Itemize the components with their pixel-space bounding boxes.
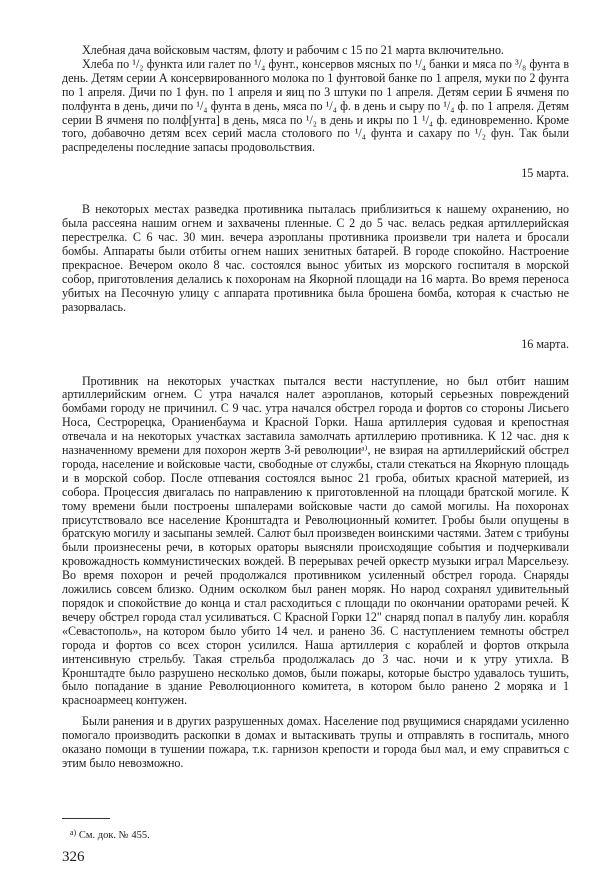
paragraph-ration-details: Хлеба по ¹/₂ функта или галет по ¹/₄ фунт., консервов мясных по ¹/₄ банки и мяса по ³/₈ фунта в день. Детям серии А консервированного молока по 1 фунтовой банке по 1 апреля, муки по 2 фунта по 1 апреля. Дичи по 1 фун. по 1 апреля и яиц по 3 штуки по 1 апреля. Детям серии Б ячменя по полфунта в день, дичи по ¹/₄ фунта в день, мяса по ¹/₄ ф. в день и сыру по ¹/₄ ф. по 1 апреля. Детям серии В ячменя по полф[унта] в день, мяса по ¹/₂ в день и икры по 1 ¹/₄ ф. единовременно. Кроме того, добавочно детям всех серий масла столового по ¹/₄ фунта и сахару по ¹/₂ фун. Так были распределены последние запасы продовольствия. [62,56,569,155]
paragraph-bread-ration: Хлебная дача войсковым частям, флоту и рабочим с 15 по 21 марта включительно. [82,43,504,57]
footnote [70,827,150,842]
footnote-text: См. док. № 455. [78,830,150,841]
paragraph-casualties: Были ранения и в других разрушенных домах. Население под рвущимися снарядами усиленно помогало производить раскопки в домах и вытаскивать трупы и отправлять в госпиталь, много оказано помощи в тушении пожара, т.к. гарнизон крепости и города был мал, и ему справиться с этим было невозможно. [62,714,569,770]
paragraph-march-15: В некоторых местах разведка противника пыталась приблизиться к нашему охранению, но была рассеяна нашим огнем и захвачены пленные. С 2 до 5 час. велась редкая артиллерийская перестрелка. С 6 час. 30 мин. вечера аэропланы противника произвели три налета и бросали бомбы. Аппараты были отбиты огнем наших зенитных батарей. В городе спокойно. Настроение прекрасное. Вечером около 8 час. состоялся вынос убитых из морского госпиталя в морской собор, приготовления делались к похоронам на Якорной площади на 16 марта. Во время переноса убитых на Песочную улицу с аппарата противника была брошена бомба, которая к счастью не разорвалась. [62,202,569,314]
paragraph-march-16: Противник на некоторых участках пытался вести наступление, но был отбит нашим артиллерийским огнем. С утра начался налет аэропланов, который серьезных повреждений бомбами городу не причинил. С 9 час. утра начался обстрел города и фортов со стороны Лисьего Носа, Сестрорецка, Ораниенбаума и Красной Горки. Наша артиллерия судовая и крепостная отвечала и на некоторых участках заставила замолчать артиллерию противника. К 12 час. дня к назначенному времени для похорон жертв 3-й революцииᵃ⁾, не взирая на артиллерийский обстрел города, население и войсковые части, свободные от службы, стали стекаться на Якорную площадь и в морской собор. После отпевания состоялся вынос 21 гроба, обитых красной материей, из собора. Процессия двигалась по направлению к приготовленной на площади братской могиле. К тому времени были построены шпалерами войсковые части до самой могилы. На похоронах присутствовало все население Кронштадта и Революционный комитет. Гробы были опущены в братскую могилу и засыпаны землей. Салют был произведен воинскими частями. Затем с трибуны были произнесены речи, в которых ораторы выясняли происходящие события и подчеркивали кровожадность коммунистических вождей. В перерывах речей оркестр музыки играл Марсельезу. Во время похорон и речей продолжался противником усиленный обстрел города. Снаряды ложились совсем близко. Одним осколком был ранен моряк. Но народ сохранял удивительный порядок и спокойствие до конца и стал расходиться с площади по окончании ораторами речей. К вечеру обстрел города стал усиливаться. С Красной Горки 12" снаряд попал в палубу лин. корабля «Севастополь», на котором было убито 14 чел. и ранено 36. С наступлением темноты обстрел города и фортов со всех сторон усилился. Наша артиллерия с кораблей и фортов открыла интенсивную стрельбу. Такая стрельба продолжалась до 3 час. ночи и к утру утихла. В Кронштадте было разрушено несколько домов, были пожары, которые быстро удавалось тушить, было попадание в здание Революционного комитета, в котором было ранено 2 моряка и 1 красноармеец контужен. [62,373,569,708]
page-number: 326 [62,849,85,865]
footnote-marker: а) [70,828,77,837]
date-heading-march-15: 15 марта. [521,166,569,181]
main-text [62,44,569,771]
footnote-divider [62,818,110,819]
date-heading-march-16: 16 марта. [521,336,569,351]
